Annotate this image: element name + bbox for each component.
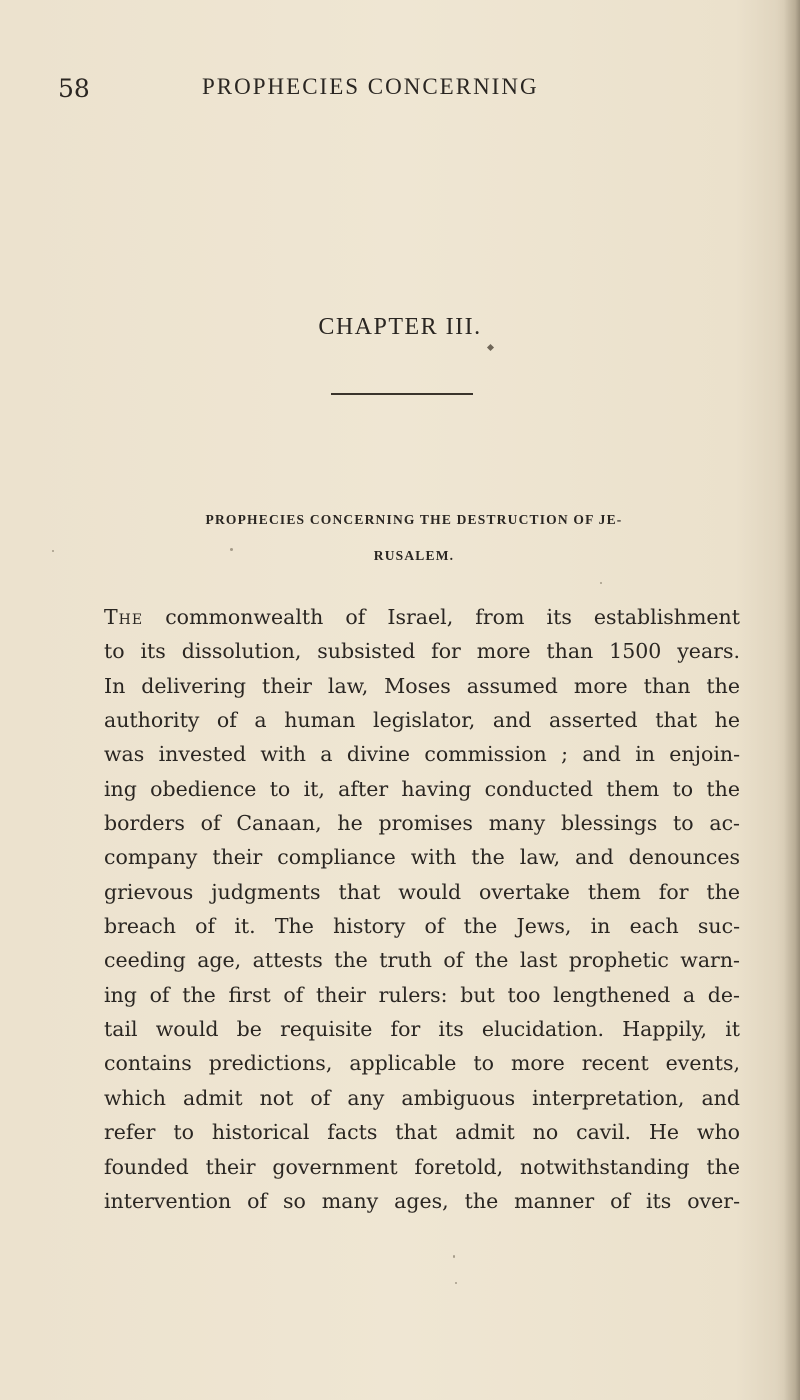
body-line: refer to historical facts that admit no cavil. He who	[104, 1120, 740, 1145]
body-line: In delivering their law, Moses assumed more than the	[104, 673, 740, 698]
page-number: 58	[58, 74, 90, 103]
body-line: intervention of so many ages, the manner of its over-	[104, 1188, 740, 1213]
body-line: tail would be requisite for its elucidation. Happily, it	[104, 1017, 740, 1042]
body-line: ing of the first of their rulers: but too lengthened a de-	[104, 982, 740, 1007]
paper-speck	[455, 1282, 457, 1284]
body-line-text: commonwealth of Israel, from its establishment	[165, 605, 740, 629]
body-line: company their compliance with the law, and denounces	[104, 845, 740, 870]
page-edge-shadow	[784, 0, 800, 1400]
body-line: breach of it. The history of the Jews, in each suc-	[104, 914, 740, 939]
body-line: borders of Canaan, he promises many blessings to ac-	[104, 811, 740, 836]
section-title	[104, 502, 724, 574]
body-line: was invested with a divine commission ; and in enjoin-	[104, 742, 740, 767]
body-line	[104, 600, 740, 634]
body-line: to its dissolution, subsisted for more than 1500 years.	[104, 639, 740, 664]
running-head	[58, 74, 618, 108]
section-title-line: RUSALEM.	[373, 548, 455, 563]
body-line: grievous judgments that would overtake them for the	[104, 879, 740, 904]
paper-speck	[600, 582, 602, 584]
ornament-mark	[487, 344, 494, 351]
body-line: which admit not of any ambiguous interpretation, and	[104, 1085, 740, 1110]
drop-word: The	[104, 605, 144, 629]
body-line: ceeding age, attests the truth of the last prophetic warn-	[104, 948, 740, 973]
body-line: founded their government foretold, notwithstanding the	[104, 1154, 740, 1179]
body-line: contains predictions, applicable to more recent events,	[104, 1051, 740, 1076]
paper-speck	[52, 550, 54, 552]
body-paragraph	[104, 600, 740, 1218]
paper-speck	[230, 548, 233, 551]
paper-speck	[453, 1255, 455, 1258]
body-line: ing obedience to it, after having conducted them to the	[104, 776, 740, 801]
body-line: authority of a human legislator, and asserted that he	[104, 708, 740, 733]
section-rule	[331, 393, 473, 395]
section-title-line: PROPHECIES CONCERNING THE DESTRUCTION OF JE-	[205, 512, 623, 527]
chapter-heading: CHAPTER III.	[318, 314, 482, 340]
running-title: PROPHECIES CONCERNING	[202, 74, 539, 99]
